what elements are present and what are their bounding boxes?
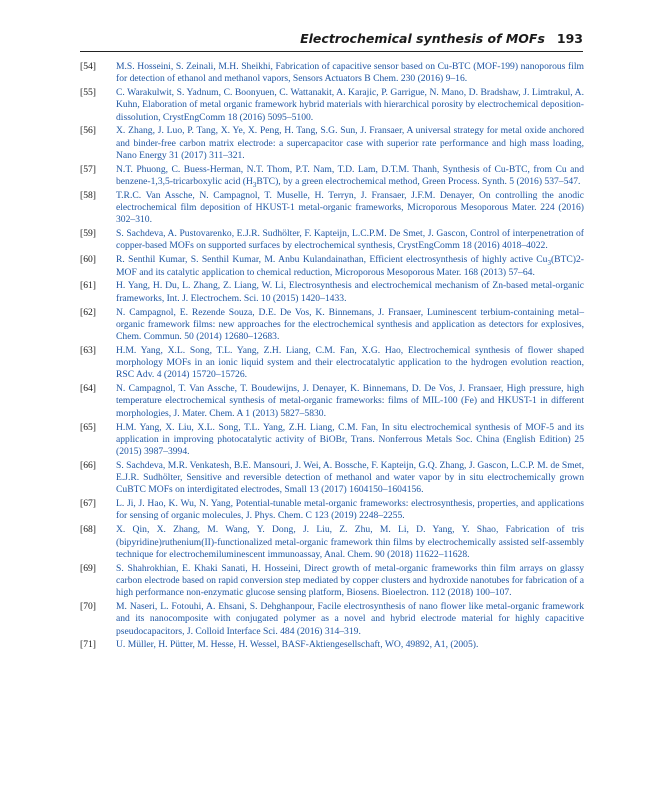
- reference-link[interactable]: H. Yang, H. Du, L. Zhang, Z. Liang, W. Li, Electrosynthesis and electrochemical mechanism of Zn-based metal-organic frameworks, Int. J. Electrochem. Sci. 10 (2015) 1420–1433.: [116, 280, 584, 304]
- reference-item: [80, 125, 584, 162]
- reference-number: [61]: [80, 280, 96, 292]
- reference-number: [63]: [80, 344, 96, 356]
- reference-number: [67]: [80, 498, 96, 510]
- reference-link[interactable]: X. Zhang, J. Luo, P. Tang, X. Ye, X. Peng, H. Tang, S.G. Sun, J. Fransaer, A universal strategy for metal oxide anchored and binder-free carbon matrix electrode: a supercapacitor case with superior rate performance and high mass loading, Nano Energy 31 (2017) 311–321.: [116, 125, 584, 161]
- reference-link[interactable]: L. Ji, J. Hao, K. Wu, N. Yang, Potential-tunable metal-organic frameworks: electrosynthesis, properties, and applications for sensing of organic molecules, J. Phys. Chem. C 123 (2019) 2248–2255.: [116, 498, 584, 522]
- reference-link[interactable]: S. Shahrokhian, E. Khaki Sanati, H. Hosseini, Direct growth of metal-organic frameworks thin film arrays on glassy carbon electrode based on rapid conversion step mediated by copper clusters and hydroxide nanotubes for fabrication of a high performance non-enzymatic glucose sensing platform, Biosens. Bioelectron. 112 (2018) 100–107.: [116, 562, 584, 599]
- subscript: 3: [547, 259, 551, 268]
- reference-item: [80, 164, 584, 189]
- reference-link[interactable]: M.S. Hosseini, S. Zeinali, M.H. Sheikhi, Fabrication of capacitive sensor based on Cu-BTC (MOF-199) nanoporous film for detection of ethanol and methanol vapors, Sensors Actuators B Chem. 230 (2016) 9–16.: [116, 61, 584, 85]
- reference-link[interactable]: [116, 164, 584, 187]
- reference-number: [71]: [80, 639, 96, 651]
- reference-number: [60]: [80, 254, 96, 266]
- reference-number: [55]: [80, 87, 96, 99]
- reference-number: [58]: [80, 189, 96, 201]
- reference-link[interactable]: N. Campagnol, E. Rezende Souza, D.E. De Vos, K. Binnemans, J. Fransaer, Luminescent terbium-containing metal–organic framework films: new approaches for the electrochemical synthesis and application as detectors for explosives, Chem. Commun. 50 (2014) 12680–12683.: [116, 306, 584, 342]
- running-header: [80, 31, 583, 46]
- reference-number: [66]: [80, 459, 96, 471]
- reference-item: [80, 524, 584, 561]
- reference-item: [80, 639, 584, 651]
- reference-link[interactable]: S. Sachdeva, M.R. Venkatesh, B.E. Mansouri, J. Wei, A. Bossche, F. Kapteijn, G.Q. Zhang, J. Gascon, L.C.P. M. de Smet, E.J.R. Sudhölter, Sensitive and reversible detection of methanol and water vapor by in situ electrochemically grown CuBTC MOFs on interdigitated electrodes, Small 13 (2017) 1604150–1604156.: [116, 459, 584, 496]
- reference-link[interactable]: X. Qin, X. Zhang, M. Wang, Y. Dong, J. Liu, Z. Zhu, M. Li, D. Yang, Y. Shao, Fabrication of tris (bipyridine)ruthenium(II)-functionalized metal-organic framework thin films by electrochemically assisted self-assembly technique for electrochemiluminescent immunoassay, Anal. Chem. 90 (2018) 11622–11628.: [116, 524, 584, 560]
- reference-list: [80, 61, 584, 653]
- reference-number: [57]: [80, 163, 96, 175]
- reference-text-start: N.T. Phuong, C. Buess-Herman, N.T. Thom, P.T. Nam, T.D. Lam, D.T.M. Thanh, Synthesis of Cu-BTC, from Cu and benzene-1,3,5-tricarboxylic acid (H: [116, 163, 584, 188]
- reference-number: [68]: [80, 524, 96, 536]
- reference-link[interactable]: [116, 254, 584, 277]
- reference-number: [62]: [80, 306, 96, 318]
- reference-item: [80, 87, 584, 124]
- reference-item: [80, 61, 584, 86]
- reference-item: [80, 228, 584, 253]
- reference-link[interactable]: H.M. Yang, X. Liu, X.L. Song, T.L. Yang, Z.H. Liang, C.M. Fan, In situ electrochemical synthesis of MOF-5 and its application in improving photocatalytic activity of BiOBr, Trans. Nonferrous Metals Soc. China (English Edition) 25 (2015) 3987–3994.: [116, 421, 584, 458]
- reference-number: [56]: [80, 125, 96, 137]
- reference-item: [80, 190, 584, 227]
- chapter-title: Electrochemical synthesis of MOFs: [300, 31, 545, 46]
- reference-item: [80, 460, 584, 497]
- reference-item: [80, 563, 584, 600]
- reference-text-start: R. Senthil Kumar, S. Senthil Kumar, M. Anbu Kulandainathan, Efficient electrosynthesis of highly active Cu: [116, 254, 548, 266]
- reference-number: [70]: [80, 601, 96, 612]
- reference-link[interactable]: U. Müller, H. Pütter, M. Hesse, H. Wessel, BASF-Aktiengesellschaft, WO, 49892, A1, (2005).: [116, 639, 479, 651]
- reference-link[interactable]: C. Warakulwit, S. Yadnum, C. Boonyuen, C. Wattanakit, A. Karajic, P. Garrigue, N. Mano, D. Bradshaw, J. Limtrakul, A. Kuhn, Elaboration of metal organic framework hybrid materials with hierarchical porosity by electrochemical deposition-dissolution, CrystEngComm 18 (2016) 5095–5100.: [116, 87, 584, 123]
- reference-text-end: BTC), by a green electrochemical method, Green Process. Synth. 5 (2016) 537–547.: [256, 176, 581, 188]
- reference-link[interactable]: S. Sachdeva, A. Pustovarenko, E.J.R. Sudhölter, F. Kapteijn, L.C.P.M. De Smet, J. Gascon, Control of interpenetration of copper-based MOFs on supported surfaces by electrochemical synthesis, CrystEngComm 18 (2016) 4018–4022.: [116, 228, 584, 252]
- reference-link[interactable]: H.M. Yang, X.L. Song, T.L. Yang, Z.H. Liang, C.M. Fan, X.G. Hao, Electrochemical synthesis of flower shaped morphology MOFs in an ionic liquid system and their electrocatalytic application to the hydrogen evolution reaction, RSC Adv. 4 (2014) 15720–15726.: [116, 344, 584, 381]
- reference-item: [80, 280, 584, 305]
- reference-link[interactable]: M. Naseri, L. Fotouhi, A. Ehsani, S. Dehghanpour, Facile electrosynthesis of nano flower like metal-organic framework and its nanocomposite with conjugated polymer as a novel and hybrid electrode material for highly capacitive pseudocapacitors, J. Colloid Interface Sci. 484 (2016) 314–319.: [116, 601, 584, 637]
- page-number: 193: [556, 31, 583, 46]
- reference-item: [80, 601, 584, 638]
- reference-item: [80, 383, 584, 420]
- reference-number: [59]: [80, 228, 96, 240]
- reference-number: [65]: [80, 421, 96, 433]
- reference-item: [80, 345, 584, 382]
- reference-item: [80, 254, 584, 279]
- subscript: 3: [252, 180, 257, 189]
- reference-item: [80, 498, 584, 523]
- reference-text-end: (BTC)2-MOF and its catalytic application to chemical reduction, Microporous Mesoporous Mater. 168 (2013) 57–64.: [116, 254, 584, 278]
- reference-number: [64]: [80, 383, 96, 395]
- reference-item: [80, 307, 584, 344]
- reference-number: [69]: [80, 562, 96, 574]
- reference-number: [54]: [80, 61, 96, 72]
- reference-item: [80, 422, 584, 459]
- header-rule: [80, 51, 583, 52]
- reference-link[interactable]: N. Campagnol, T. Van Assche, T. Boudewijns, J. Denayer, K. Binnemans, D. De Vos, J. Fransaer, High pressure, high temperature electrochemical synthesis of metal-organic frameworks: films of MIL-100 (Fe) and HKUST-1 in different morphologies, J. Mater. Chem. A 1 (2013) 5827–5830.: [116, 383, 584, 419]
- reference-link[interactable]: T.R.C. Van Assche, N. Campagnol, T. Muselle, H. Terryn, J. Fransaer, J.F.M. Denayer, On controlling the anodic electrochemical film deposition of HKUST-1 metal-organic frameworks, Microporous Mesoporous Mater. 224 (2016) 302–310.: [116, 189, 584, 226]
